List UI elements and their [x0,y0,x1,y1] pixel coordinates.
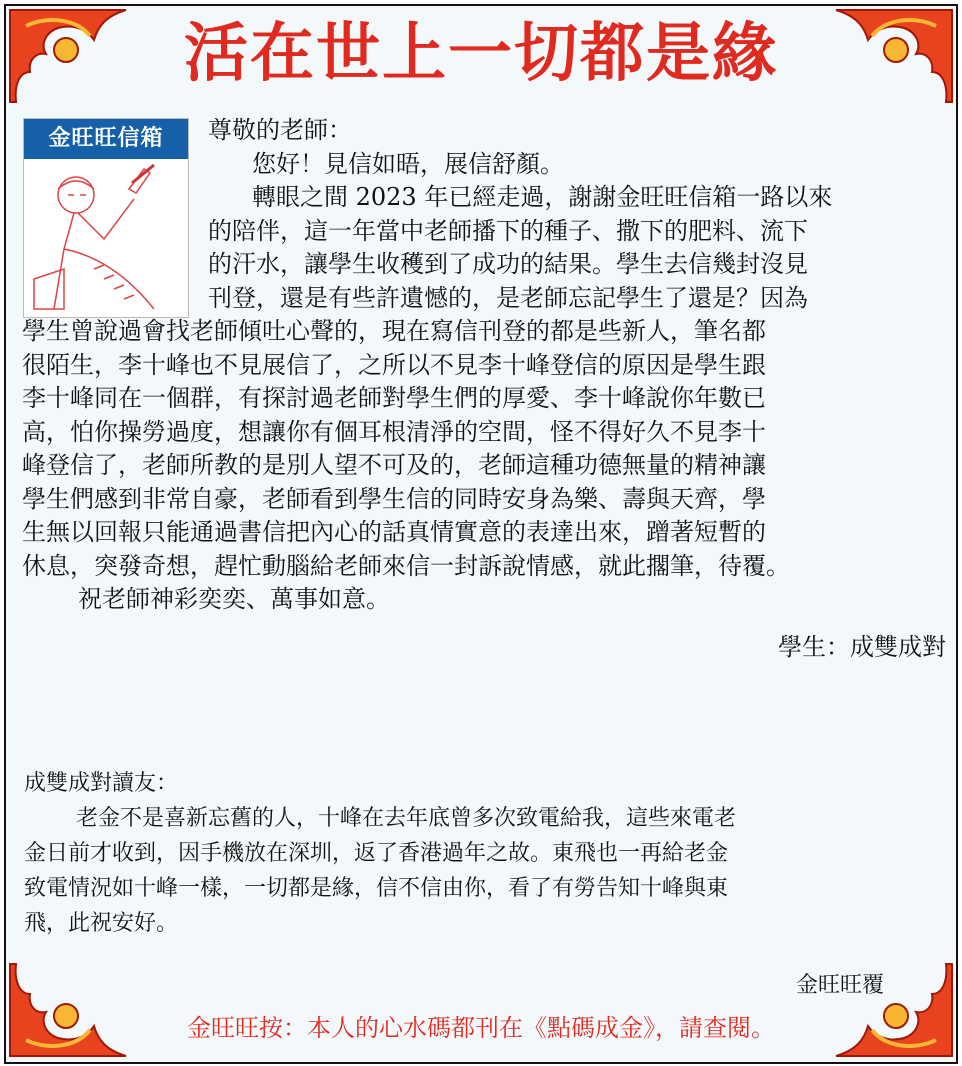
letter-closing: 祝老師神彩奕奕、萬事如意。 [78,585,390,613]
letter-line: 的汗水，讓學生收穫到了成功的結果。學生去信幾封沒見 [208,250,808,278]
letter-line: 李十峰同在一個群，有探討過老師對學生們的厚愛、李十峰說你年數已 [22,384,766,412]
columnist-reply [24,766,942,941]
footer-note: 金旺旺按：本人的心水碼都刊在《點碼成金》，請查閱。 [187,1014,775,1042]
reply-line: 金日前才收到，因手機放在深圳，返了香港過年之故。東飛也一再給老金 [24,841,729,866]
letter-signature: 學生：成雙成對 [778,632,946,661]
letter-line: 休息，突發奇想，趕忙動腦給老師來信一封訴說情感，就此擱筆，待覆。 [22,551,790,580]
letter-line: 學生們感到非常自豪，老師看到學生信的同時安身為樂、壽與天齊，學 [22,484,766,513]
letter-greeting: 您好！見信如晤，展信舒顏。 [252,149,564,178]
letter-line: 轉眼之間 2023 年已經走過，謝謝金旺旺信箱一路以來 [252,183,833,211]
column-logo-label: 金旺旺信箱 [24,119,188,159]
letter-salutation: 尊敬的老師： [208,116,352,144]
reply-line: 飛，此祝安好。 [24,911,179,936]
reply-signature: 金旺旺覆 [795,973,884,998]
letter-line: 生無以回報只能通過書信把內心的話真情實意的表達出來，蹭著短暫的 [22,518,766,546]
letter-line: 高，怕你操勞過度，想讓你有個耳根清淨的空間，怪不得好久不見李十 [22,417,766,446]
letter-line: 刊登，還是有些許遺憾的，是老師忘記學生了還是？因為 [208,283,808,312]
reply-salutation: 成雙成對讀友： [24,771,179,796]
reader-letter [22,114,946,664]
letter-line: 峰登信了，老師所教的是別人望不可及的，老師這種功德無量的精神讓 [22,451,766,479]
letter-line: 學生曾說過會找老師傾吐心聲的，現在寫信刊登的都是些新人，筆名都 [22,317,766,345]
reply-line: 老金不是喜新忘舊的人，十峰在去年底曾多次致電給我，這些來電老 [76,806,737,831]
reply-line: 致電情況如十峰一樣，一切都是緣，信不信由你，看了有勞告知十峰與東 [24,876,729,901]
letter-line: 很陌生，李十峰也不見展信了，之所以不見李十峰登信的原因是學生跟 [22,350,766,379]
letter-line: 的陪伴，這一年當中老師播下的種子、撒下的肥料、流下 [208,216,808,245]
page-title: 活在世上一切都是緣 [184,16,778,91]
